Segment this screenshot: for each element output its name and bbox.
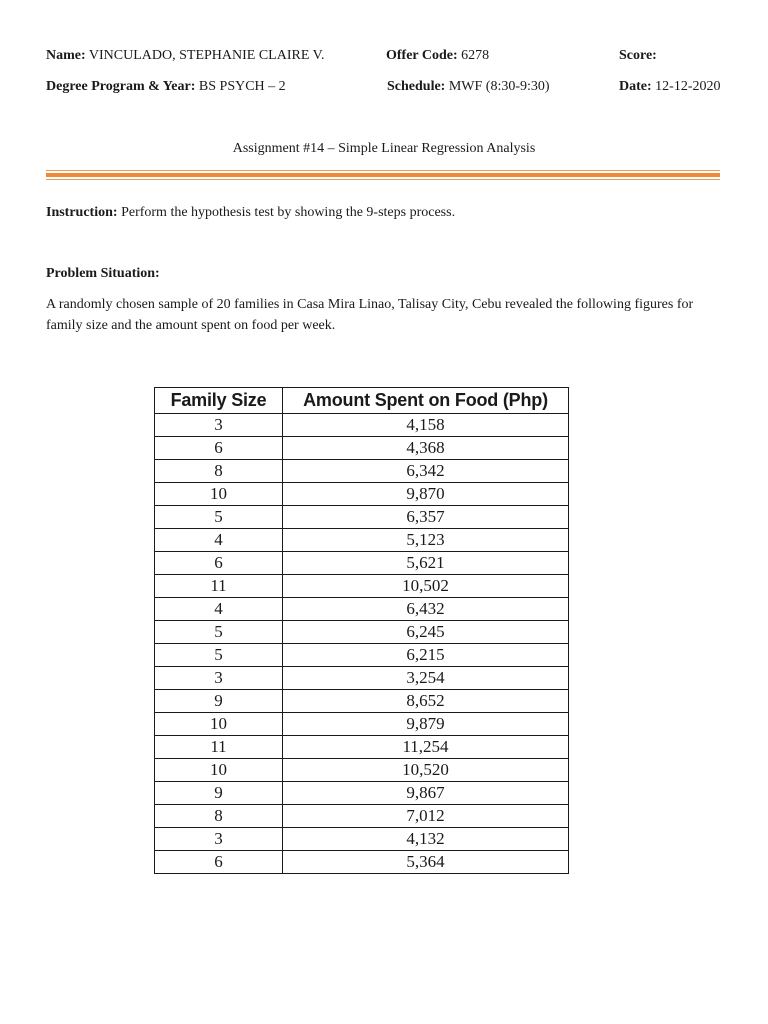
family-size-cell: 8 <box>155 460 283 483</box>
date-value: 12-12-2020 <box>655 79 721 94</box>
family-size-cell: 4 <box>155 598 283 621</box>
table-row <box>155 529 569 552</box>
table-row <box>155 621 569 644</box>
family-size-cell: 5 <box>155 644 283 667</box>
table-row <box>155 759 569 782</box>
instruction-label: Instruction: <box>46 205 118 220</box>
amount-cell: 6,215 <box>283 644 569 667</box>
score-field <box>619 46 657 66</box>
amount-cell: 10,502 <box>283 575 569 598</box>
data-table <box>154 387 569 874</box>
table-row <box>155 851 569 874</box>
amount-cell: 5,364 <box>283 851 569 874</box>
table-row <box>155 437 569 460</box>
score-label: Score: <box>619 48 657 63</box>
amount-cell: 4,132 <box>283 828 569 851</box>
family-size-cell: 9 <box>155 690 283 713</box>
instruction-paragraph <box>46 202 455 223</box>
family-size-cell: 4 <box>155 529 283 552</box>
offer-code-field <box>386 46 489 66</box>
table-row <box>155 552 569 575</box>
amount-cell: 5,123 <box>283 529 569 552</box>
table-row <box>155 805 569 828</box>
table-row <box>155 598 569 621</box>
family-size-cell: 11 <box>155 575 283 598</box>
table-row <box>155 644 569 667</box>
table-row <box>155 483 569 506</box>
amount-cell: 5,621 <box>283 552 569 575</box>
family-size-cell: 3 <box>155 828 283 851</box>
amount-cell: 6,432 <box>283 598 569 621</box>
amount-cell: 9,879 <box>283 713 569 736</box>
divider-line-top <box>46 170 720 171</box>
divider-line-main <box>46 173 720 177</box>
amount-cell: 9,870 <box>283 483 569 506</box>
problem-heading: Problem Situation: <box>46 266 160 281</box>
schedule-label: Schedule: <box>387 79 446 94</box>
divider-line-bottom <box>46 179 720 180</box>
amount-cell: 4,368 <box>283 437 569 460</box>
family-size-cell: 8 <box>155 805 283 828</box>
amount-cell: 11,254 <box>283 736 569 759</box>
table-row <box>155 506 569 529</box>
table-header-row <box>155 388 569 414</box>
table-row <box>155 828 569 851</box>
header-row-2 <box>0 77 768 97</box>
family-size-cell: 9 <box>155 782 283 805</box>
column-header-family-size: Family Size <box>155 388 283 414</box>
family-size-cell: 6 <box>155 437 283 460</box>
schedule-field <box>387 77 550 97</box>
table-row <box>155 713 569 736</box>
instruction-text: Perform the hypothesis test by showing the 9-steps process. <box>121 205 456 220</box>
date-label: Date: <box>619 79 652 94</box>
degree-field <box>46 77 286 97</box>
amount-cell: 9,867 <box>283 782 569 805</box>
name-label: Name: <box>46 48 86 63</box>
degree-label: Degree Program & Year: <box>46 79 196 94</box>
family-size-cell: 5 <box>155 621 283 644</box>
header-row-1 <box>0 46 768 66</box>
amount-cell: 6,245 <box>283 621 569 644</box>
assignment-title: Assignment #14 – Simple Linear Regression Analysis <box>232 141 536 156</box>
table-row <box>155 414 569 437</box>
family-size-cell: 11 <box>155 736 283 759</box>
schedule-value: MWF (8:30-9:30) <box>448 79 550 94</box>
offer-code-value: 6278 <box>461 48 490 63</box>
family-size-cell: 10 <box>155 483 283 506</box>
table-row <box>155 667 569 690</box>
family-size-cell: 3 <box>155 667 283 690</box>
amount-cell: 7,012 <box>283 805 569 828</box>
family-size-cell: 3 <box>155 414 283 437</box>
amount-cell: 3,254 <box>283 667 569 690</box>
student-name-field <box>46 46 324 66</box>
problem-text: A randomly chosen sample of 20 families in Casa Mira Linao, Talisay City, Cebu revealed the following figures for family size and the amount spent on food per week. <box>46 297 694 333</box>
table-row <box>155 782 569 805</box>
amount-cell: 8,652 <box>283 690 569 713</box>
table-row <box>155 690 569 713</box>
table-row <box>155 460 569 483</box>
name-value: VINCULADO, STEPHANIE CLAIRE V. <box>88 48 325 63</box>
family-size-cell: 6 <box>155 552 283 575</box>
table-row <box>155 736 569 759</box>
column-header-amount: Amount Spent on Food (Php) <box>283 388 569 414</box>
amount-cell: 6,342 <box>283 460 569 483</box>
family-size-cell: 10 <box>155 759 283 782</box>
date-field <box>619 77 720 97</box>
family-size-cell: 6 <box>155 851 283 874</box>
degree-value: BS PSYCH – 2 <box>198 79 286 94</box>
family-size-cell: 10 <box>155 713 283 736</box>
table-body <box>155 414 569 874</box>
amount-cell: 4,158 <box>283 414 569 437</box>
table-row <box>155 575 569 598</box>
offer-code-label: Offer Code: <box>386 48 458 63</box>
amount-cell: 6,357 <box>283 506 569 529</box>
amount-cell: 10,520 <box>283 759 569 782</box>
family-size-cell: 5 <box>155 506 283 529</box>
